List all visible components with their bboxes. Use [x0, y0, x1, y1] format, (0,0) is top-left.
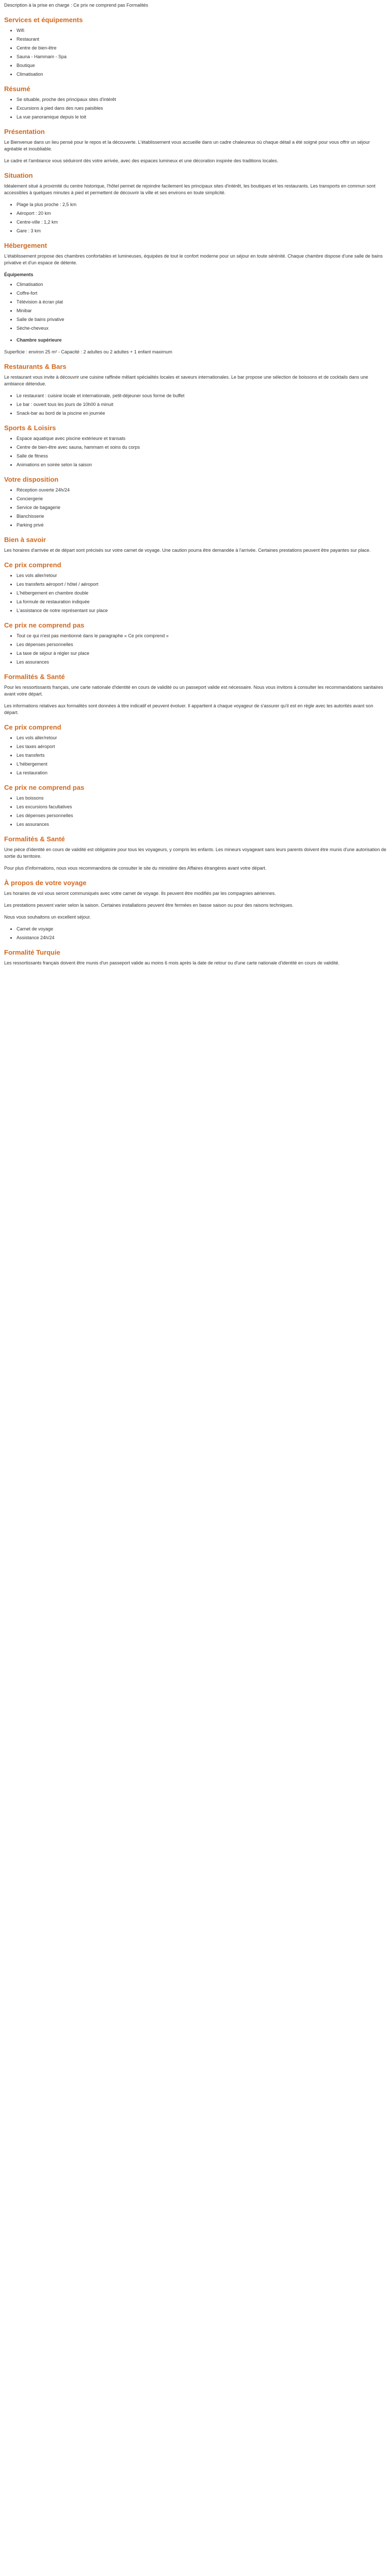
- list-item: • Climatisation: [17, 71, 387, 78]
- list-item: • Excursions à pied dans des rues paisibles: [17, 105, 387, 112]
- section-13: [4, 784, 387, 828]
- item-list: [4, 281, 387, 332]
- bullet-list: [4, 96, 387, 121]
- list-item: • Boutique: [17, 62, 387, 69]
- item-list: [4, 926, 387, 941]
- list-item: • Centre-ville : 1,2 km: [17, 219, 387, 226]
- item-list: [4, 735, 387, 776]
- intro-text: Description à la prise en charge : Ce prix ne comprend pas Formalités: [4, 3, 149, 8]
- section-title: Formalités & Santé: [4, 673, 65, 681]
- list-item: • Centre de bien-être avec sauna, hammam et soins du corps: [17, 444, 387, 451]
- section-8: [4, 536, 387, 554]
- section-title: Restaurants & Bars: [4, 363, 67, 370]
- paragraph: L'établissement propose des chambres confortables et lumineuses, équipées de tout le confort moderne pour un séjour en toute sérénité. Chaque chambre dispose d'une salle de bains privative et d'un espace de détente.: [4, 253, 383, 265]
- list-item: • Gare : 3 km: [17, 228, 387, 234]
- list-item: • Aéroport : 20 km: [17, 210, 387, 217]
- list-item: • Se situable, proche des principaux sites d'intérêt: [17, 96, 387, 103]
- paragraph: Nous vous souhaitons un excellent séjour.: [4, 914, 91, 920]
- list-item: • Le bar : ouvert tous les jours de 10h00 à minuit: [17, 401, 387, 408]
- section-10: [4, 621, 387, 666]
- section-title: Résumé: [4, 85, 30, 93]
- bullet-list: [4, 27, 387, 78]
- section-6: [4, 424, 387, 468]
- section-1: [4, 85, 387, 121]
- sections-container: [4, 16, 387, 967]
- item-list: [4, 572, 387, 614]
- section-7: [4, 476, 387, 529]
- section-4: [4, 242, 387, 355]
- paragraph: Pour plus d'informations, nous vous recommandons de consulter le site du ministère des Affaires étrangères avant votre départ.: [4, 866, 267, 871]
- section-title: Ce prix ne comprend pas: [4, 621, 85, 629]
- list-item: • Salle de bains privative: [17, 316, 387, 323]
- list-item: • Service de bagagerie: [17, 504, 387, 511]
- list-item: • La restauration: [17, 770, 387, 776]
- list-item: • Les vols aller/retour: [17, 572, 387, 579]
- list-item: • Les assurances: [17, 821, 387, 828]
- list-item: • Sèche-cheveux: [17, 325, 387, 332]
- section-title: Sports & Loisirs: [4, 424, 56, 432]
- list-item: • Les excursions facultatives: [17, 804, 387, 810]
- sub-label: Équipements: [4, 272, 34, 277]
- section-title: Formalité Turquie: [4, 948, 60, 956]
- list-item: • Les vols aller/retour: [17, 735, 387, 741]
- section-title: Services et équipements: [4, 16, 83, 24]
- list-item: • Le restaurant : cuisine locale et internationale, petit-déjeuner sous forme de buffet: [17, 393, 387, 399]
- list-item: • Réception ouverte 24h/24: [17, 487, 387, 494]
- paragraph: Les horaires d'arrivée et de départ sont précisés sur votre carnet de voyage. Une caution pourra être demandée à l'arrivée. Certaines prestations peuvent être payantes sur place.: [4, 548, 371, 553]
- list-item: • Carnet de voyage: [17, 926, 387, 933]
- section-title: Bien à savoir: [4, 536, 46, 544]
- paragraph: Le cadre et l'ambiance vous séduiront dès votre arrivée, avec des espaces lumineux et une décoration inspirée des traditions locales.: [4, 158, 279, 163]
- note-text: Superficie : environ 25 m² - Capacité : 2 adultes ou 2 adultes + 1 enfant maximum: [4, 349, 172, 354]
- list-item: • Les transferts: [17, 752, 387, 759]
- section-title: Votre disposition: [4, 476, 59, 483]
- section-5: [4, 363, 387, 417]
- list-item: • Les transferts aéroport / hôtel / aéroport: [17, 581, 387, 588]
- paragraph: Le restaurant vous invite à découvrir une cuisine raffinée mêlant spécialités locales et saveurs internationales. Le bar propose une sélection de boissons et de cocktails dans une ambiance détendue.: [4, 375, 368, 386]
- list-item: • Snack-bar au bord de la piscine en journée: [17, 410, 387, 417]
- section-title: Ce prix comprend: [4, 723, 61, 731]
- section-12: [4, 723, 387, 776]
- list-item: • Climatisation: [17, 281, 387, 288]
- list-item: • Espace aquatique avec piscine extérieure et transats: [17, 435, 387, 442]
- list-item: • Blanchisserie: [17, 513, 387, 520]
- paragraph: Les prestations peuvent varier selon la saison. Certaines installations peuvent être fermées en basse saison ou pour des raisons techniques.: [4, 903, 294, 908]
- section-16: [4, 948, 387, 967]
- paragraph: Les horaires de vol vous seront communiqués avec votre carnet de voyage. Ils peuvent être modifiés par les compagnies aériennes.: [4, 891, 276, 896]
- list-item: • La vue panoramique depuis le toit: [17, 114, 387, 121]
- list-item: • La taxe de séjour à régler sur place: [17, 650, 387, 657]
- section-title: Hébergement: [4, 242, 47, 249]
- section-0: [4, 16, 387, 78]
- list-item: • Salle de fitness: [17, 453, 387, 460]
- section-11: [4, 673, 387, 716]
- item-list: [4, 795, 387, 828]
- list-item: • Les dépenses personnelles: [17, 641, 387, 648]
- list-item: • Les dépenses personnelles: [17, 812, 387, 819]
- section-3: [4, 172, 387, 234]
- note-item: • Chambre supérieure: [17, 337, 387, 344]
- paragraph: Le Bienvenue dans un lieu pensé pour le repos et la découverte. L'établissement vous accueille dans un cadre chaleureux où chaque détail a été soigné pour vous offrir un séjour agréable et inoubliable.: [4, 140, 370, 151]
- list-item: • Plage la plus proche : 2,5 km: [17, 201, 387, 208]
- item-list: [4, 393, 387, 417]
- list-item: • Parking privé: [17, 522, 387, 529]
- section-title: Situation: [4, 172, 33, 179]
- section-title: Ce prix comprend: [4, 561, 61, 569]
- list-item: • Tout ce qui n'est pas mentionné dans le paragraphe « Ce prix comprend »: [17, 633, 387, 639]
- paragraph: Les ressortissants français doivent être munis d'un passeport valide au moins 6 mois après la date de retour ou d'une carte nationale d'identité en cours de validité.: [4, 960, 340, 965]
- list-item: • Sauna - Hammam - Spa: [17, 54, 387, 60]
- list-item: • Coffre-fort: [17, 290, 387, 297]
- list-item: • Les boissons: [17, 795, 387, 802]
- list-item: • Les taxes aéroport: [17, 743, 387, 750]
- document-page: [0, 0, 391, 977]
- list-item: • Centre de bien-être: [17, 45, 387, 52]
- note-list: [4, 337, 387, 344]
- list-item: • L'hébergement: [17, 761, 387, 768]
- section-title: Ce prix ne comprend pas: [4, 784, 85, 791]
- list-item: • Minibar: [17, 308, 387, 314]
- item-list: [4, 487, 387, 529]
- paragraph: Pour les ressortissants français, une carte nationale d'identité en cours de validité ou un passeport valide est nécessaire. Nous vous invitons à consulter les recommandations sanitaires avant votre départ.: [4, 685, 383, 697]
- list-item: • Assistance 24h/24: [17, 935, 387, 941]
- list-item: • L'assistance de notre représentant sur place: [17, 607, 387, 614]
- section-title: Formalités & Santé: [4, 835, 65, 843]
- section-2: [4, 128, 387, 164]
- list-item: • Télévision à écran plat: [17, 299, 387, 306]
- section-9: [4, 561, 387, 614]
- list-item: • Conciergerie: [17, 496, 387, 502]
- item-list: [4, 201, 387, 234]
- list-item: • Les assurances: [17, 659, 387, 666]
- item-list: [4, 435, 387, 468]
- paragraph: Les informations relatives aux formalités sont données à titre indicatif et peuvent évoluer. Il appartient à chaque voyageur de s'assurer qu'il est en règle avec les autorités avant son départ.: [4, 703, 373, 715]
- list-item: • Wifi: [17, 27, 387, 34]
- list-item: • Restaurant: [17, 36, 387, 43]
- paragraph: Idéalement situé à proximité du centre historique, l'hôtel permet de rejoindre facilement les principaux sites d'intérêt, les boutiques et les restaurants. Les transports en commun sont accessibles à quelques minutes à pied et permettent de découvrir la ville et ses environs en toute simplicité.: [4, 183, 376, 195]
- section-14: [4, 835, 387, 872]
- list-item: • Animations en soirée selon la saison: [17, 462, 387, 468]
- section-title: À propos de votre voyage: [4, 879, 87, 887]
- section-title: Présentation: [4, 128, 45, 135]
- list-item: • La formule de restauration indiquée: [17, 599, 387, 605]
- list-item: • L'hébergement en chambre double: [17, 590, 387, 597]
- paragraph: Une pièce d'identité en cours de validité est obligatoire pour tous les voyageurs, y compris les enfants. Les mineurs voyageant sans leurs parents doivent être munis d'une autorisation de sortie du territoire.: [4, 847, 386, 859]
- section-15: [4, 879, 387, 941]
- item-list: [4, 633, 387, 666]
